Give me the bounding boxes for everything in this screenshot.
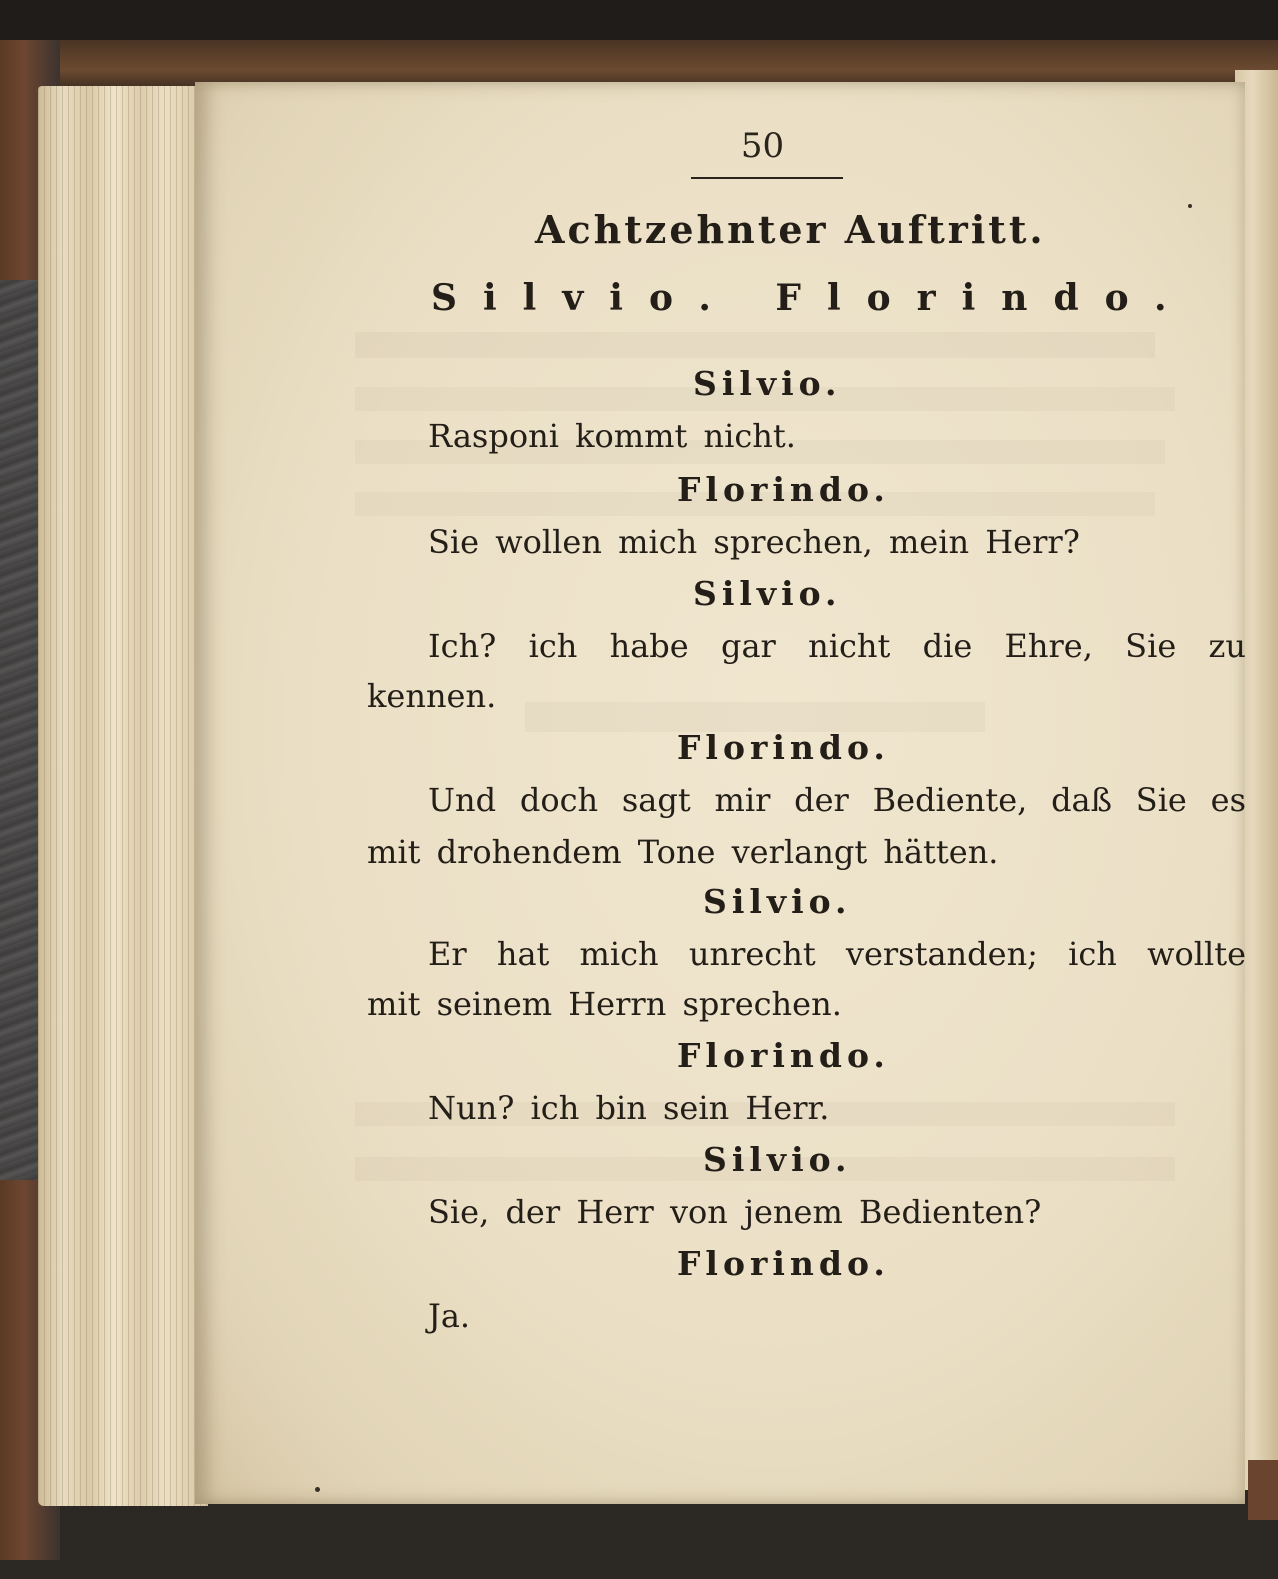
speaker-name: Silvio. <box>703 1140 852 1179</box>
speech-line: Rasponi kommt nicht. <box>428 417 796 455</box>
speech-line: Sie, der Herr von jenem Bedienten? <box>428 1193 1042 1231</box>
speech-line: kennen. <box>367 677 497 715</box>
speaker-name: Florindo. <box>677 728 890 767</box>
ink-spot <box>1188 204 1192 208</box>
speech-line: Ich? ich habe gar nicht die Ehre, Sie zu <box>428 627 1246 665</box>
speaker-name: Florindo. <box>677 1036 890 1075</box>
speech-line: mit drohendem Tone verlangt hätten. <box>367 833 999 871</box>
scene-heading: Achtzehnter Auftritt. <box>535 207 1046 252</box>
speaker-name: Florindo. <box>677 1244 890 1283</box>
speech-line: Und doch sagt mir der Bediente, daß Sie es <box>428 781 1246 819</box>
speech-line: mit seinem Herrn sprechen. <box>367 985 842 1023</box>
ink-spot <box>315 1487 320 1492</box>
cast-list: Silvio. Florindo. <box>431 277 1193 319</box>
page-content <box>195 82 1245 1504</box>
page-number: 50 <box>740 126 785 166</box>
speaker-name: Silvio. <box>693 364 842 403</box>
speech-line: Er hat mich unrecht verstanden; ich wollte <box>428 935 1246 973</box>
speech-line: Ja. <box>428 1297 471 1335</box>
speaker-name: Silvio. <box>703 882 852 921</box>
speaker-name: Florindo. <box>677 470 890 509</box>
speech-line: Nun? ich bin sein Herr. <box>428 1089 830 1127</box>
header-rule <box>691 177 843 179</box>
page-block-edge <box>38 86 208 1506</box>
book-cover-right <box>1248 1460 1278 1520</box>
speaker-name: Silvio. <box>693 574 842 613</box>
speech-line: Sie wollen mich sprechen, mein Herr? <box>428 523 1080 561</box>
